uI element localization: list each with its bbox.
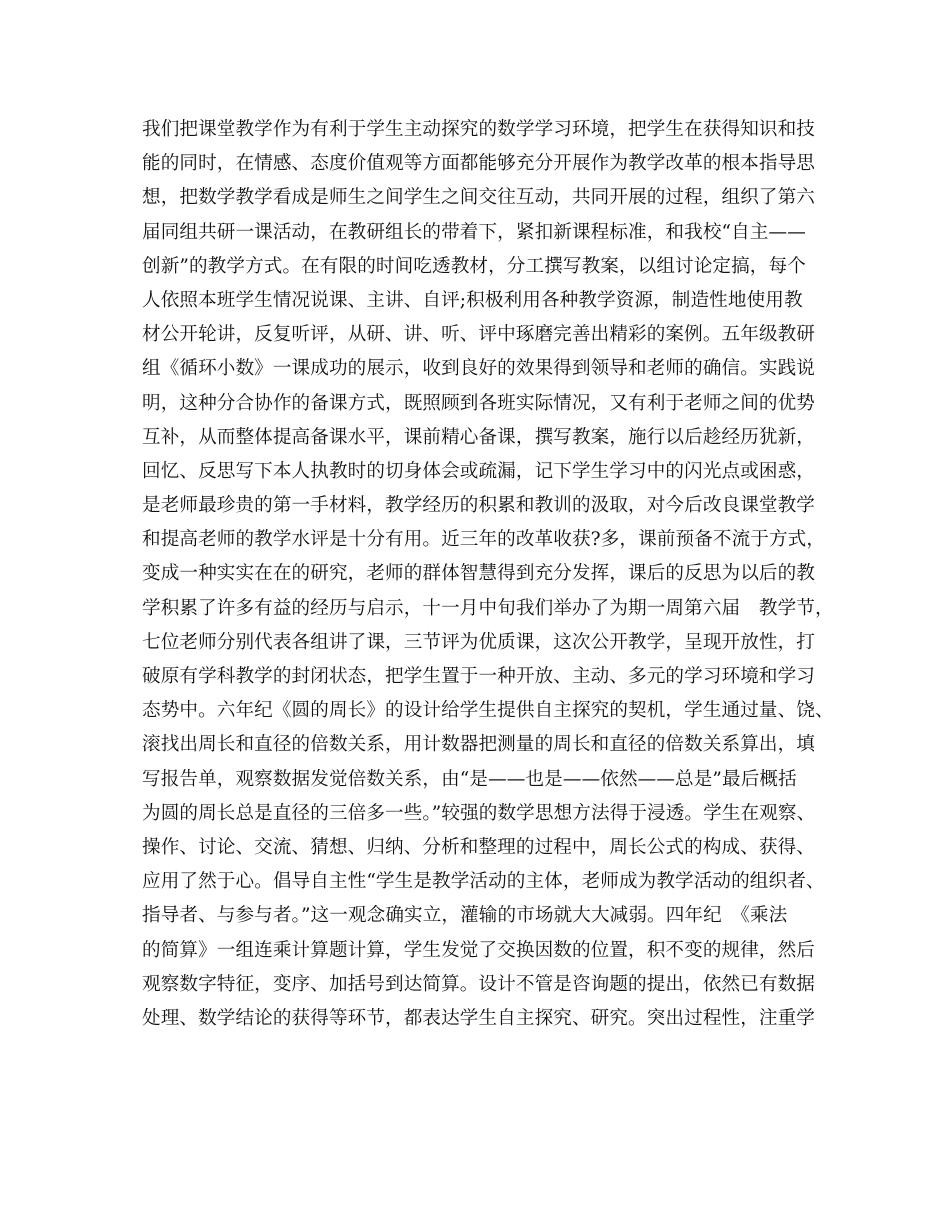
text-line: 和提高老师的教学水评是十分有用。近三年的改革收获?多，课前预备不流于方式， (142, 529, 826, 551)
text-line: 为圆的周长总是直径的三倍多一些。”较强的数学思想方法得于浸透。学生在观察、 (142, 802, 816, 824)
text-line: 回忆、反思写下本人执教时的切身体会或疏漏，记下学生学习中的闪光点或困惑， (142, 460, 815, 482)
text-line: 指导者、与参与者。”这一观念确实立，灌输的市场就大大减弱。四年纪 《乘法 (142, 905, 788, 927)
text-line: 写报告单，观察数据发觉倍数关系，由“是——也是——依然——总是”最后概括 (142, 768, 797, 790)
text-line: 组《循环小数》一课成功的展示，收到良好的效果得到领导和老师的确信。实践说 (142, 358, 815, 380)
text-line: 届同组共研一课活动，在教研组长的带着下，紧扣新课程标准，和我校“自主—— (142, 221, 806, 243)
text-line: 操作、讨论、交流、猜想、归纳、分析和整理的过程中，周长公式的构成、获得、 (142, 836, 815, 858)
text-line: 能的同时，在情感、态度价值观等方面都能够充分开展作为教学改革的根本指导思 (142, 153, 815, 175)
text-line: 变成一种实实在在的研究，老师的群体智慧得到充分发挥，课后的反思为以后的教 (142, 563, 815, 585)
text-line: 观察数字特征，变序、加括号到达简算。设计不管是咨询题的提出，依然已有数据 (142, 973, 815, 995)
text-line: 材公开轮讲，反复听评，从研、讲、听、评中琢磨完善出精彩的案例。五年级教研 (142, 324, 815, 346)
text-line: 学积累了许多有益的经历与启示，十一月中旬我们举办了为期一周第六届 教学节， (142, 597, 834, 619)
text-line: 互补，从而整体提高备课水平，课前精心备课，撰写教案，施行以后趁经历犹新， (142, 426, 815, 448)
text-line: 人依照本班学生情况说课、主讲、自评;积极利用各种教学资源，制造性地使用教 (142, 289, 803, 311)
text-line: 是老师最珍贵的第一手材料，教学经历的积累和教训的汲取，对今后改良课堂教学 (142, 495, 815, 517)
text-line: 创新”的教学方式。在有限的时间吃透教材，分工撰写教案，以组讨论定搞，每个 (142, 255, 806, 277)
text-line: 应用了然于心。倡导自主性“学生是教学活动的主体，老师成为教学活动的组织者、 (142, 871, 825, 893)
text-line: 态势中。六年纪《圆的周长》的设计给学生提供自主探究的契机，学生通过量、饶、 (142, 700, 834, 722)
text-line: 的简算》一组连乘计算题计算，学生发觉了交换因数的位置，积不变的规律，然后 (142, 939, 815, 961)
text-line: 七位老师分别代表各组讲了课，三节评为优质课，这次公开教学，呈现开放性，打 (142, 631, 815, 653)
text-line: 想，把数学教学看成是师生之间学生之间交往互动，共同开展的过程，组织了第六 (142, 187, 815, 209)
text-line: 我们把课堂教学作为有利于学生主动探究的数学学习环境，把学生在获得知识和技 (142, 119, 815, 140)
text-line: 破原有学科教学的封闭状态，把学生置于一种开放、主动、多元的学习环境和学习 (142, 666, 815, 687)
text-line: 明，这种分合协作的备课方式，既照顾到各班实际情况，又有利于老师之间的优势 (142, 392, 815, 414)
body-text (142, 113, 832, 1036)
text-line: 滚找出周长和直径的倍数关系，用计数器把测量的周长和直径的倍数关系算出，填 (142, 734, 815, 756)
text-line: 处理、数学结论的获得等环节，都表达学生自主探究、研究。突出过程性，注重学 (142, 1007, 815, 1029)
